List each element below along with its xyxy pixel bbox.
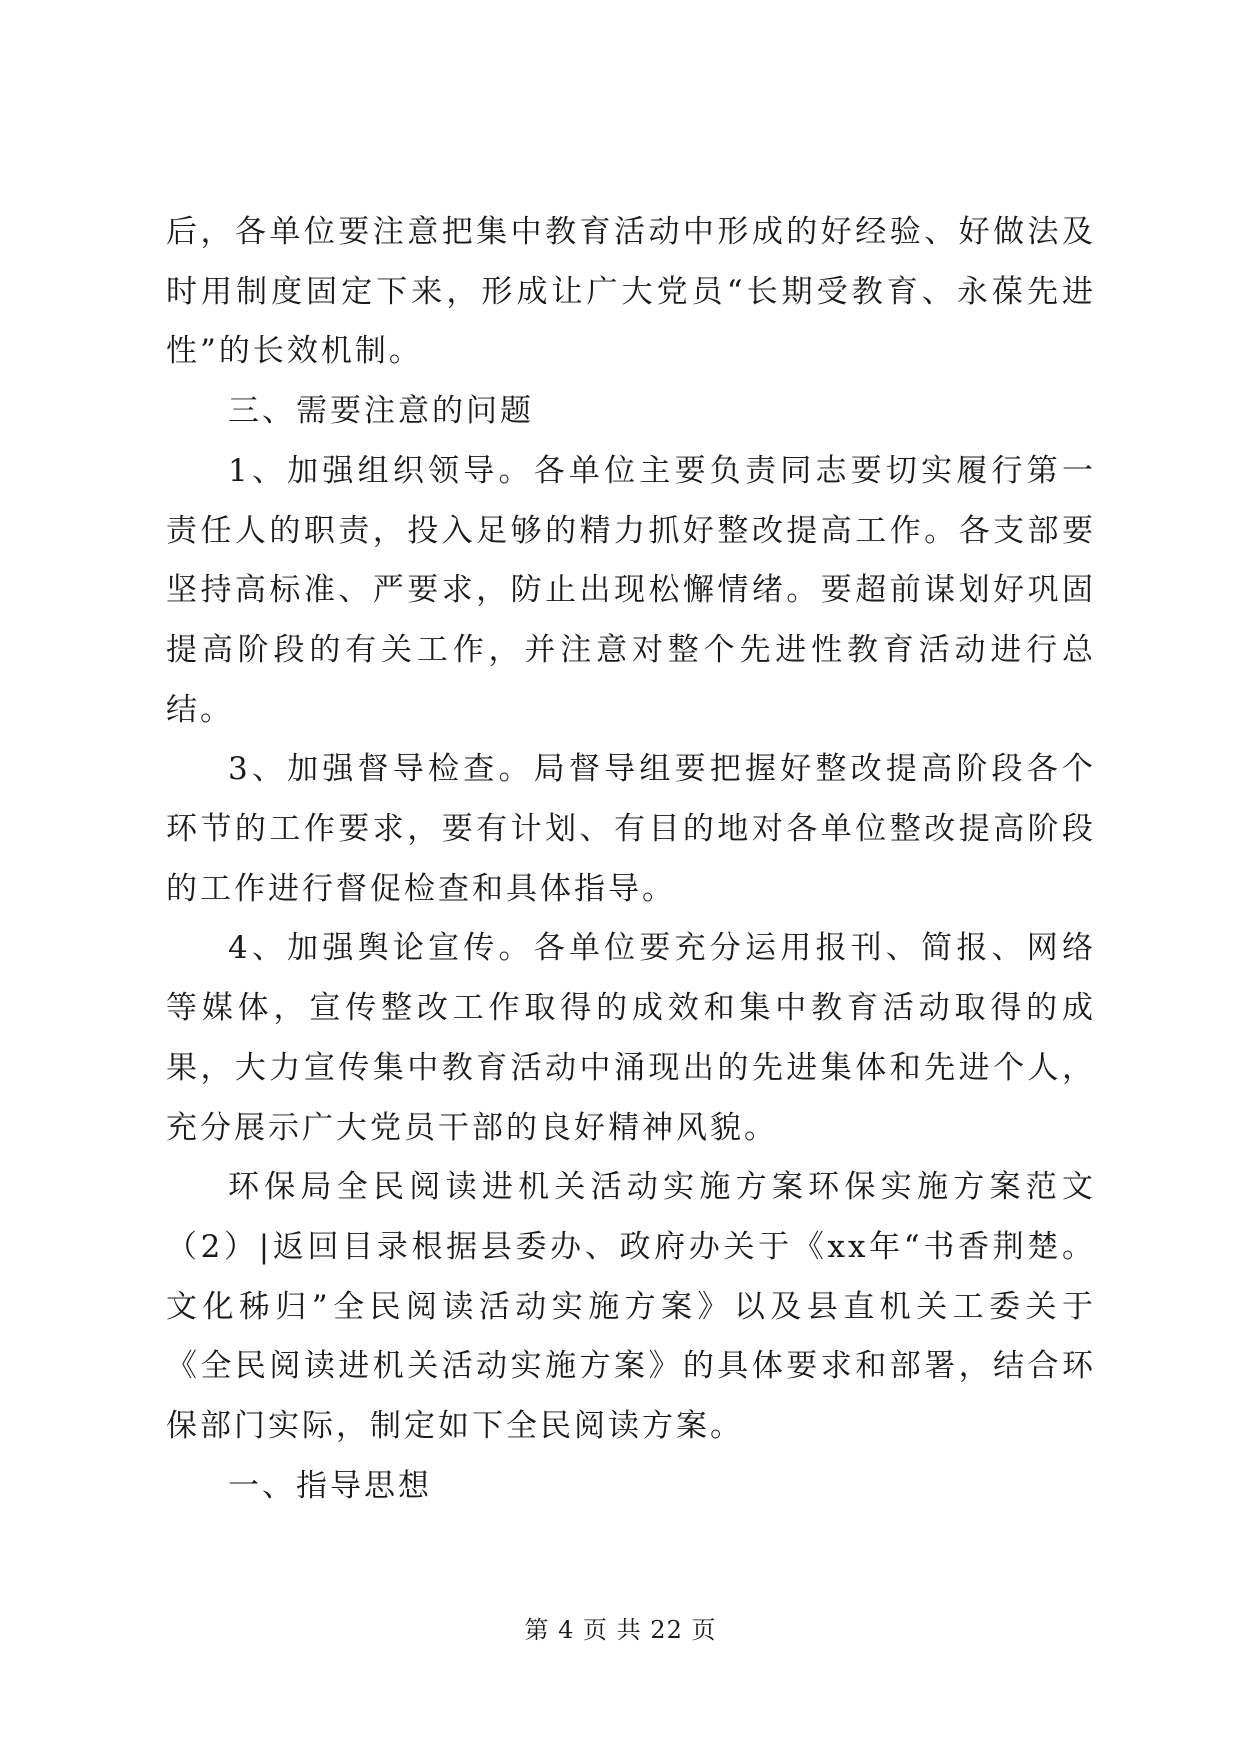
paragraph-supervision-inspection: 3、加强督导检查。局督导组要把握好整改提高阶段各个环节的工作要求，要有计划、有目的地对各单位整改提高阶段的工作进行督促检查和具体指导。 — [166, 751, 1096, 907]
paragraph-organization-leadership: 1、加强组织领导。各单位主要负责同志要切实履行第一责任人的职责，投入足够的精力抓好整改提高工作。各支部要坚持高标准、严要求，防止出现松懈情绪。要超前谋划好巩固提高阶段的有关工作，并注意对整个先进性教育活动进行总结。 — [166, 452, 1096, 728]
section-heading-guiding-thought: 一、指导思想 — [228, 1467, 432, 1504]
document-body — [166, 203, 1096, 1516]
paragraph-continuation: 后，各单位要注意把集中教育活动中形成的好经验、好做法及时用制度固定下来，形成让广大党员“长期受教育、永葆先进性”的长效机制。 — [166, 214, 1096, 370]
paragraph-reading-plan-intro: 环保局全民阅读进机关活动实施方案环保实施方案范文（2）|返回目录根据县委办、政府办关于《xx年“书香荆楚。文化秭归”全民阅读活动实施方案》以及县直机关工委关于《全民阅读进机关活动实施方案》的具体要求和部署，结合环保部门实际，制定如下全民阅读方案。 — [166, 1169, 1096, 1445]
page-number-footer: 第 4 页 共 22 页 — [524, 1616, 717, 1644]
section-heading-issues: 三、需要注意的问题 — [228, 393, 534, 430]
paragraph-public-opinion: 4、加强舆论宣传。各单位要充分运用报刊、简报、网络等媒体，宣传整改工作取得的成效和集中教育活动取得的成果，大力宣传集中教育活动中涌现出的先进集体和先进个人，充分展示广大党员干部的良好精神风貌。 — [166, 930, 1096, 1146]
